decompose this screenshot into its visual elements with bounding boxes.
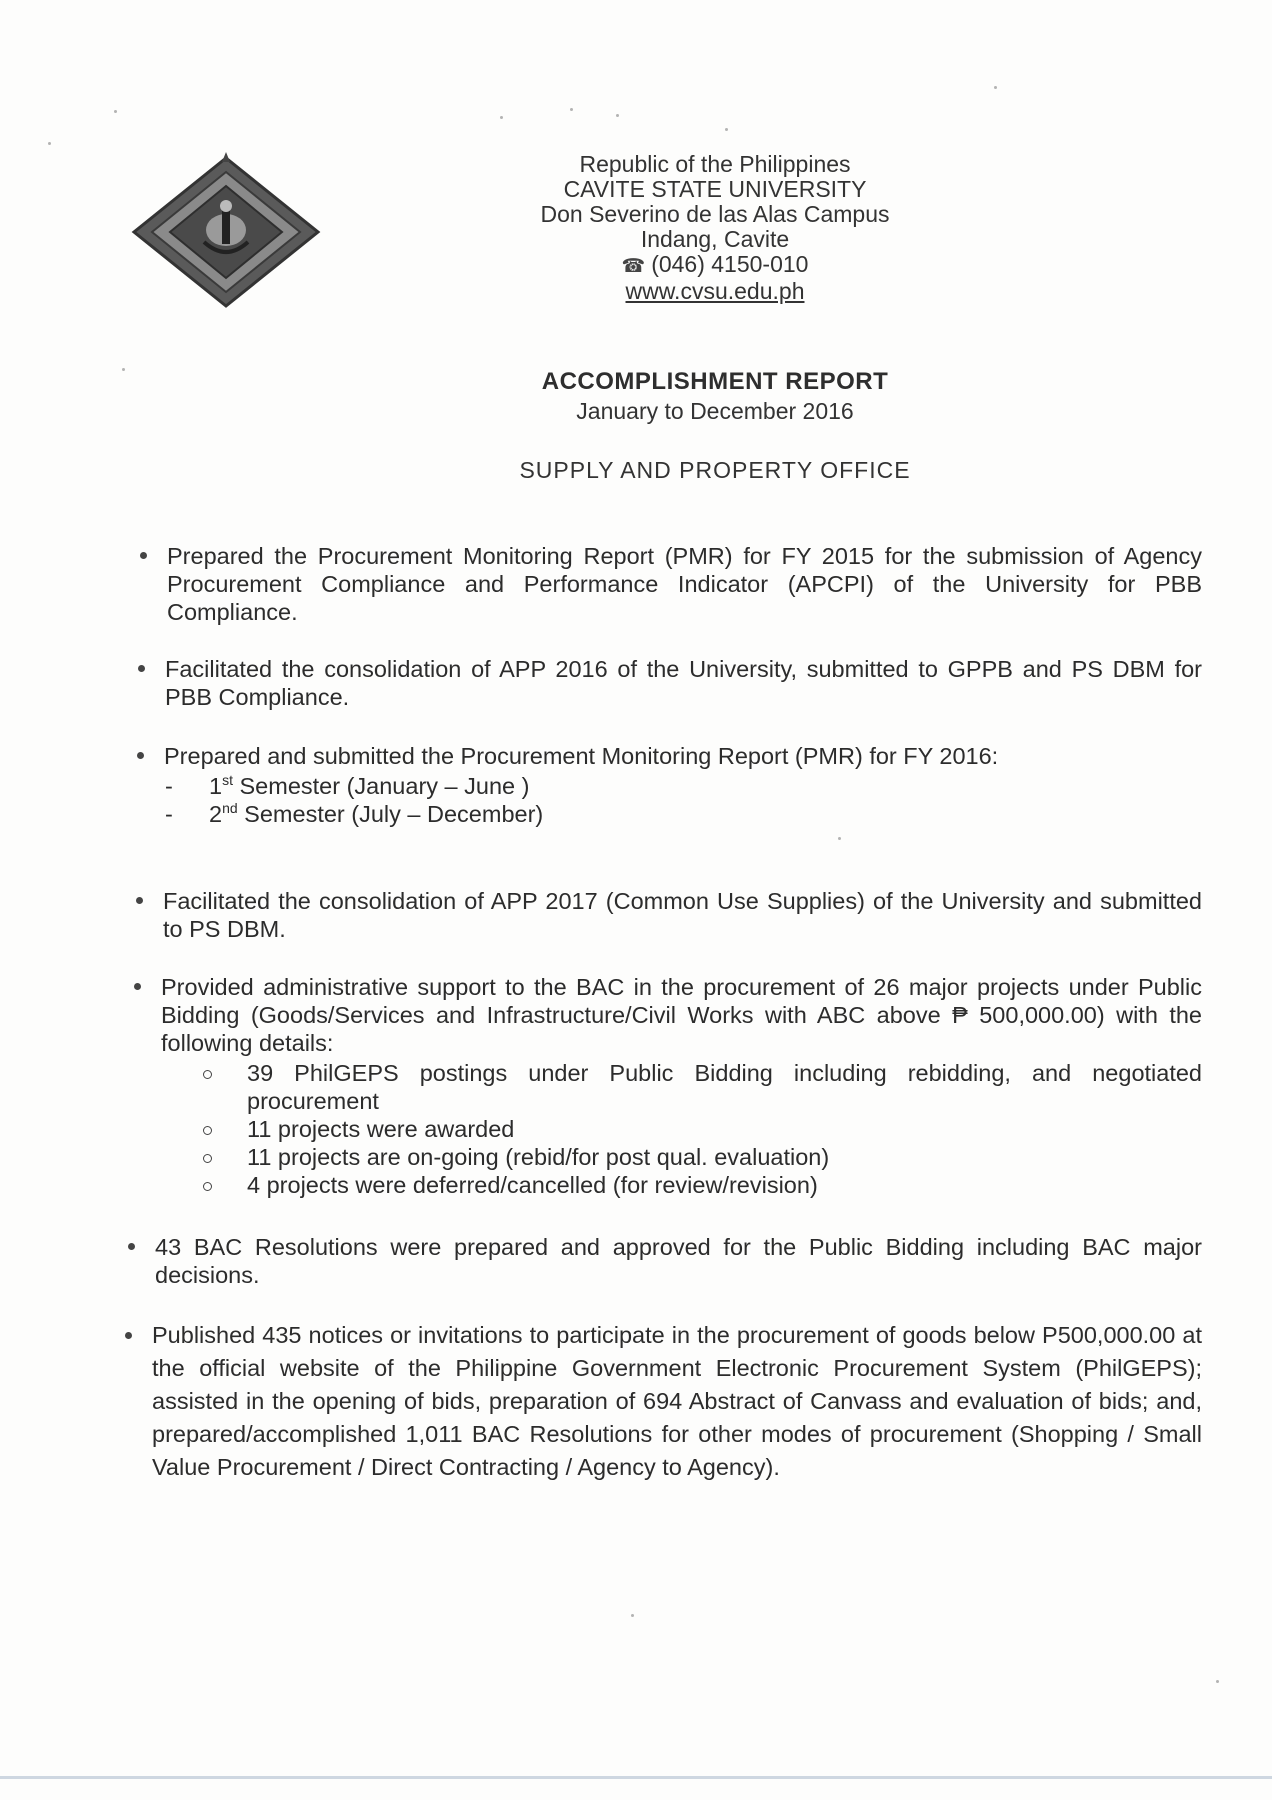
list-item [155, 1233, 1202, 1289]
sub-list-item [165, 772, 1202, 800]
list-item [164, 742, 1202, 828]
list-item [161, 973, 1202, 1199]
scan-edge-line [0, 1776, 1272, 1779]
ordinal-suffix: st [222, 772, 233, 789]
detail-text: 11 projects are on-going (rebid/for post qual. evaluation) [247, 1144, 830, 1170]
scan-speck [48, 142, 51, 145]
bullet-icon [125, 1332, 132, 1339]
bullet-icon [138, 665, 145, 672]
university-seal-icon [126, 150, 326, 310]
scan-speck [994, 86, 997, 89]
list-item-text: Provided administrative support to the BAC in the procurement of 26 major projects under Public Bidding (Goods/Services and Infrastructure/Civil Works with ABC above ₱ 500,000.00) with the following details: [161, 974, 1202, 1056]
circle-marker [203, 1154, 212, 1163]
dash-marker: - [165, 801, 173, 827]
semester-list [164, 772, 1202, 828]
telephone-icon: ☎ [621, 256, 646, 277]
sub-list-item [161, 1059, 1202, 1115]
ordinal: 2 [209, 801, 223, 827]
campus-location: Indang, Cavite [640, 226, 790, 252]
sub-list-item [161, 1115, 1202, 1143]
sub-list-item [161, 1171, 1202, 1199]
list-item-text: Facilitated the consolidation of APP 2016 of the University, submitted to GPPB and PS DBM for PBB Compliance. [165, 656, 1202, 710]
scan-speck [725, 128, 728, 131]
list-item-text: Published 435 notices or invitations to participate in the procurement of goods below P500,000.00 at the official website of the Philippine Government Electronic Procurement System (PhilGEPS); assisted in the opening of bids, preparation of 694 Abstract of Canvass and evaluation of bids; and, prepared/accomplished 1,011 BAC Resolutions for other modes of procurement (Shopping / Small Value Procurement / Direct Contracting / Agency to Agency). [152, 1322, 1202, 1480]
list-item [165, 655, 1202, 711]
list-item [152, 1319, 1202, 1484]
scan-speck [500, 116, 503, 119]
campus-name: Don Severino de las Alas Campus [540, 201, 890, 227]
phone-line [380, 252, 1050, 279]
list-item-text: Facilitated the consolidation of APP 2017 (Common Use Supplies) of the University and submitted to PS DBM. [163, 888, 1202, 942]
report-title: ACCOMPLISHMENT REPORT [541, 368, 889, 395]
detail-text: 39 PhilGEPS postings under Public Bidding including rebidding, and negotiated procurement [247, 1060, 1202, 1114]
bullet-icon [140, 552, 147, 559]
office-name: SUPPLY AND PROPERTY OFFICE [519, 457, 911, 483]
bullet-icon [136, 897, 143, 904]
list-item-text: Prepared and submitted the Procurement Monitoring Report (PMR) for FY 2016: [164, 743, 999, 769]
scan-speck [838, 837, 841, 840]
list-item-text: Prepared the Procurement Monitoring Report (PMR) for FY 2015 for the submission of Agency Procurement Compliance and Performance Indicator (APCPI) of the University for PBB Compliance. [167, 543, 1202, 625]
detail-text: 11 projects were awarded [247, 1116, 515, 1142]
scan-speck [570, 108, 573, 111]
circle-marker [203, 1126, 212, 1135]
semester-text: Semester (July – December) [237, 801, 544, 827]
letterhead [380, 152, 1050, 304]
report-period: January to December 2016 [576, 398, 854, 424]
sub-list-item [161, 1143, 1202, 1171]
ordinal: 1 [209, 773, 223, 799]
bullet-icon [137, 752, 144, 759]
list-item [167, 542, 1202, 626]
bullet-icon [134, 983, 141, 990]
scan-speck [616, 114, 619, 117]
circle-marker [203, 1182, 212, 1191]
ordinal-suffix: nd [222, 800, 238, 817]
report-title-block [380, 368, 1050, 484]
phone-number: (046) 4150-010 [651, 251, 809, 277]
list-item [163, 887, 1202, 943]
detail-text: 4 projects were deferred/cancelled (for review/revision) [247, 1172, 818, 1198]
scan-speck [1216, 1680, 1219, 1683]
scan-speck [631, 1614, 634, 1617]
circle-marker [203, 1070, 212, 1079]
republic-line: Republic of the Philippines [579, 151, 851, 177]
scan-speck [114, 110, 117, 113]
dash-marker: - [165, 773, 173, 799]
bullet-icon [128, 1243, 135, 1250]
bidding-details-list [161, 1059, 1202, 1199]
list-item-text: 43 BAC Resolutions were prepared and approved for the Public Bidding including BAC major decisions. [155, 1234, 1202, 1288]
website-link[interactable]: www.cvsu.edu.ph [625, 278, 805, 304]
scan-speck [122, 368, 125, 371]
university-name: CAVITE STATE UNIVERSITY [563, 176, 867, 202]
semester-text: Semester (January – June ) [232, 773, 530, 799]
sub-list-item [165, 800, 1202, 828]
